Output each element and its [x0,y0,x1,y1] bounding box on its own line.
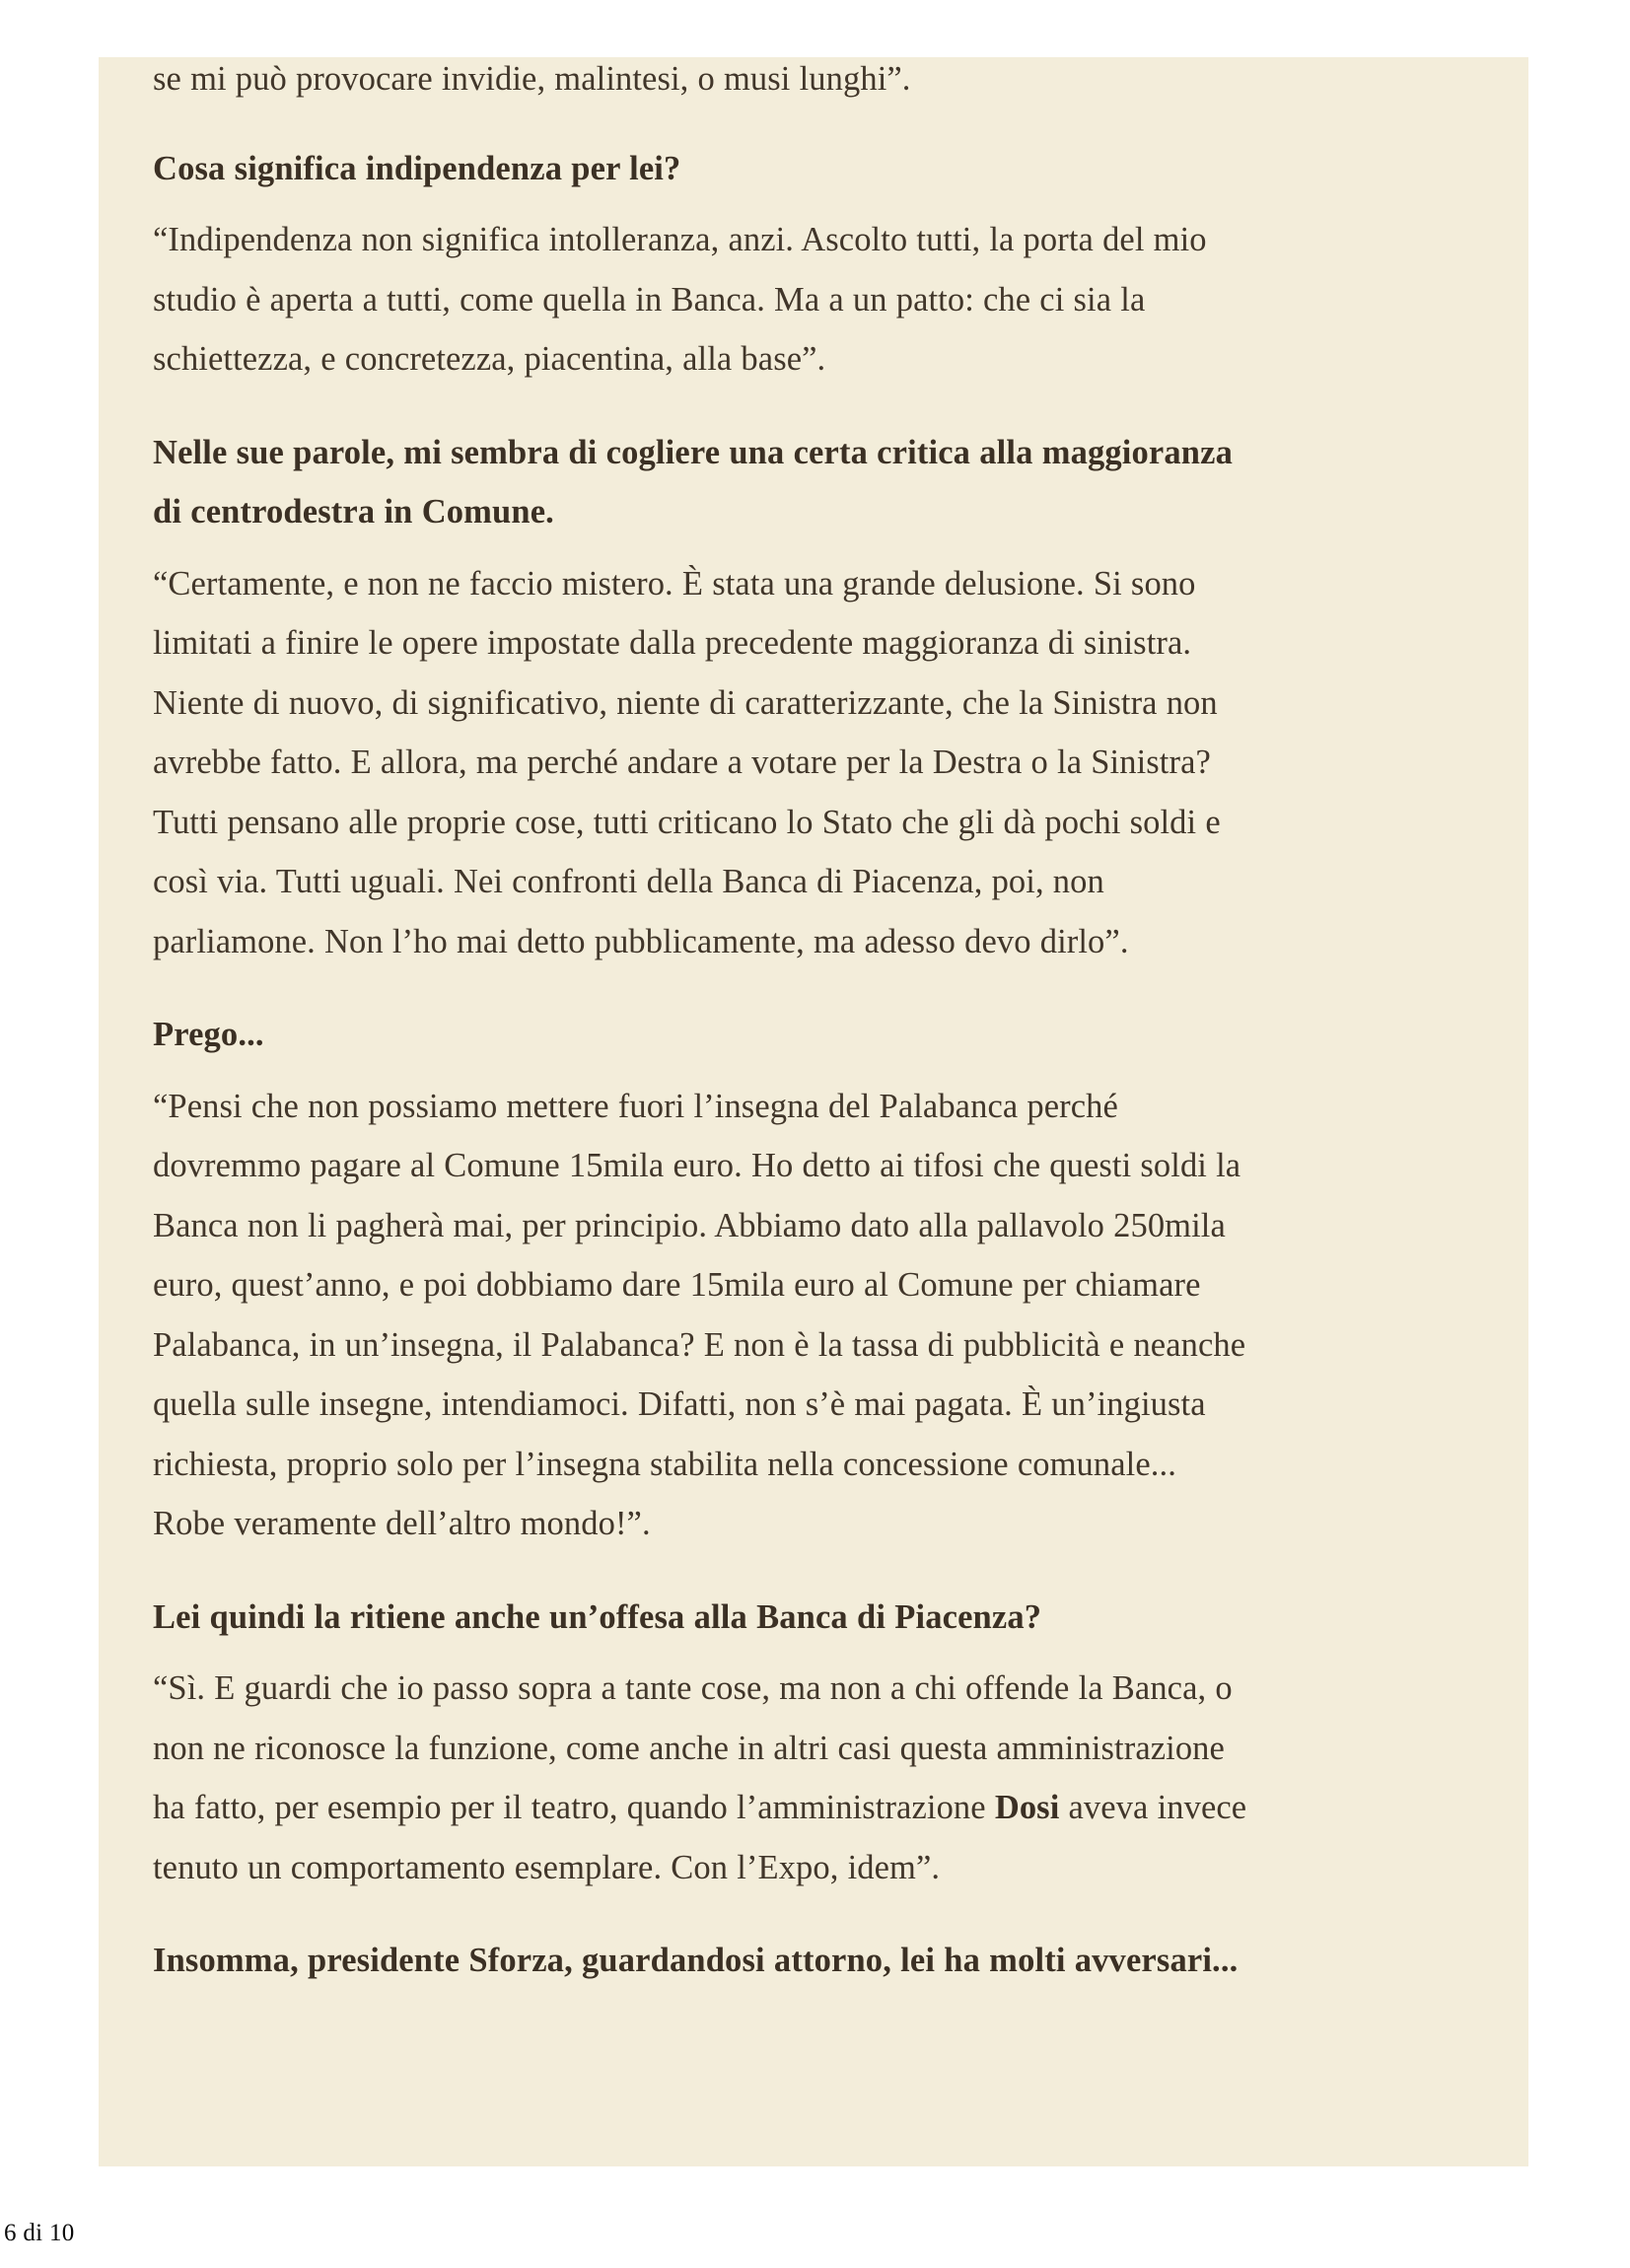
page-number-indicator: 6 di 10 [4,2220,75,2246]
emphasis-dosi: Dosi [994,1789,1060,1826]
heading-offesa-banca: Lei quindi la ritiene anche un’offesa alla Banca di Piacenza? [153,1597,1042,1636]
spacer [153,109,1247,139]
spacer [153,1897,1247,1931]
spacer [153,1065,1247,1077]
risposta-offesa-part-one: “Sì. E guardi che io passo sopra a tante cose, ma non a chi offende la Banca, o non ne riconosce la funzione, come anche in altri casi questa amministrazione ha fatto, per esempio per il teatro, quando l’amministrazione [153,1669,1241,1826]
spacer [153,1647,1247,1659]
risposta-offesa-part-two: aveva invece tenuto un comportamento esemplare. Con l’Expo, idem”. [153,1789,1256,1886]
paragraph-risposta-critica-centrodestra: “Certamente, e non ne faccio mistero. È stata una grande delusione. Si sono limitati a finire le opere impostate dalla precedente maggioranza di sinistra. Niente di nuovo, di significativo, niente di caratterizzante, che la Sinistra non avrebbe fatto. E allora, ma perché andare a votare per la Destra o la Sinistra? Tutti pensano alle proprie cose, tutti criticano lo Stato che gli dà pochi soldi e così via. Tutti uguali. Nei confronti della Banca di Piacenza, poi, non parliamone. Non l’ho mai detto pubblicamente, ma adesso devo dirlo”. [153,564,1230,960]
heading-critica-centrodestra: Nelle sue parole, mi sembra di cogliere una certa critica alla maggioranza di centrodestra in Comune. [153,433,1242,531]
heading-cosa-significa-indipendenza: Cosa significa indipendenza per lei? [153,149,681,187]
document-text-column [153,49,1256,1991]
paragraph-risposta-indipendenza: “Indipendenza non significa intolleranza, anzi. Ascolto tutti, la porta del mio studio è aperta a tutti, come quella in Banca. Ma a un patto: che ci sia la schiettezza, e concretezza, piacentina, alla base”. [153,221,1216,378]
heading-molti-avversari: Insomma, presidente Sforza, guardandosi attorno, lei ha molti avversari... [153,1942,1239,1979]
spacer [153,390,1247,423]
paragraph-continued-line: se mi può provocare invidie, malintesi, o musi lunghi”. [153,60,911,98]
spacer [153,542,1247,554]
heading-prego: Prego... [153,1016,264,1053]
document-page-sheet [99,57,1528,2166]
spacer [153,198,1247,210]
paragraph-risposta-prego: “Pensi che non possiamo mettere fuori l’insegna del Palabanca perché dovremmo pagare al Comune 15mila euro. Ho detto ai tifosi che questi soldi la Banca non li pagherà mai, per principio. Abbiamo dato alla pallavolo 250mila euro, quest’anno, e poi dobbiamo dare 15mila euro al Comune per chiamare Palabanca, in un’insegna, il Palabanca? E non è la tassa di pubblicità e neanche quella sulle insegne, intendiamoci. Difatti, non s’è mai pagata. È un’ingiusta richiesta, proprio solo per l’insegna stabilita nella concessione comunale... Robe veramente dell’altro mondo!”. [153,1087,1255,1542]
spacer [153,1554,1247,1588]
spacer [153,971,1247,1005]
paragraph-risposta-offesa-banca [153,1659,1256,1897]
